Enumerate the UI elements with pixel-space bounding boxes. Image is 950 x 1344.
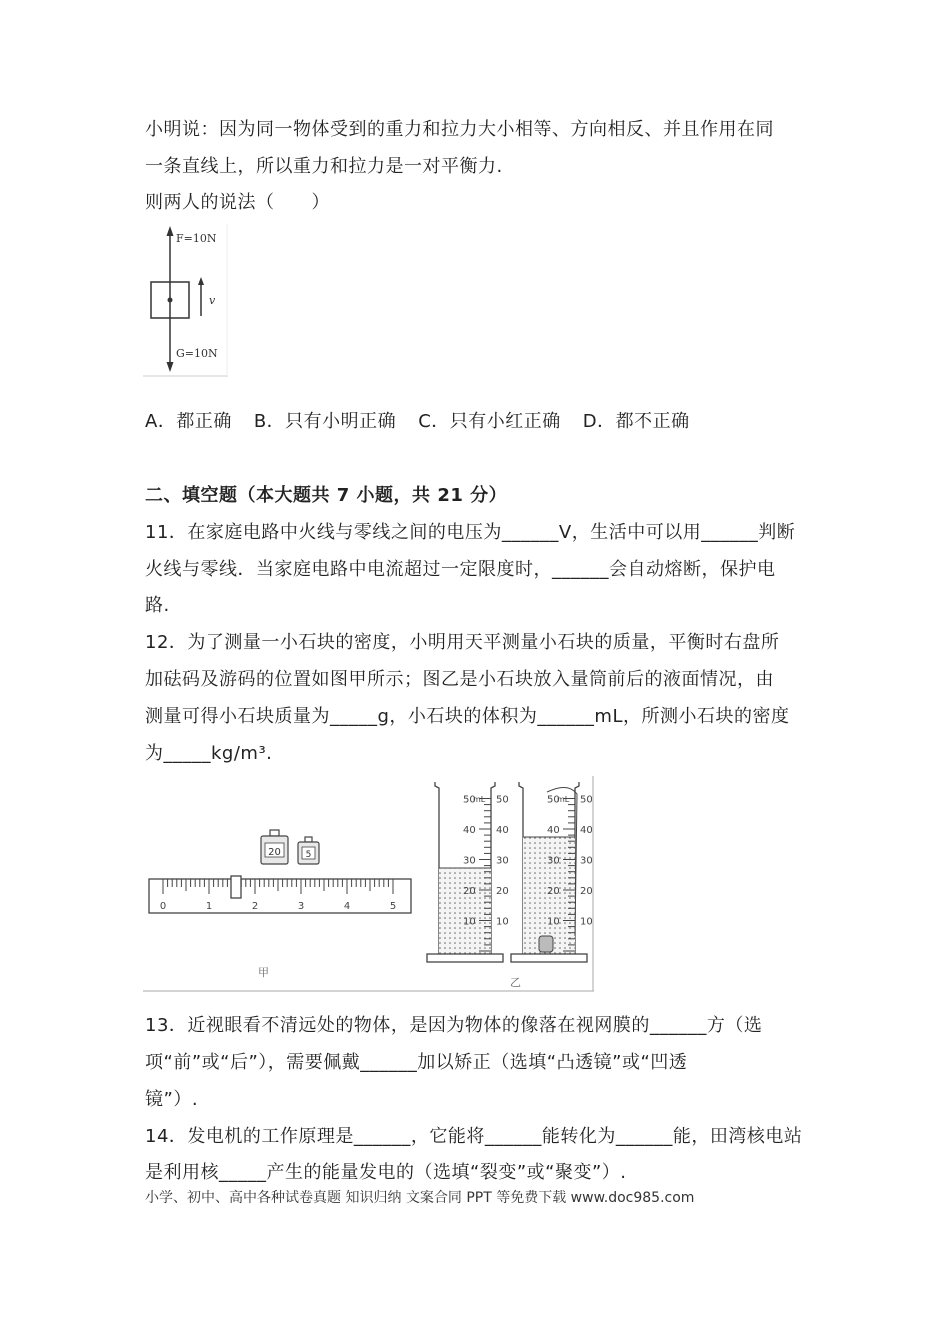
option-d: D．都不正确 bbox=[582, 411, 690, 432]
cylinder-tick-label: 20 bbox=[463, 886, 476, 897]
label-jia: 甲 bbox=[258, 966, 269, 979]
q12-text-line-3: 测量可得小石块质量为_____g，小石块的体积为______mL，所测小石块的密度 bbox=[145, 706, 790, 727]
force-diagram bbox=[143, 224, 228, 379]
q12-text-line-2: 加砝码及游码的位置如图甲所示；图乙是小石块放入量筒前后的液面情况，由 bbox=[145, 669, 774, 690]
cylinder-outer-tick-label: 20 bbox=[580, 886, 593, 897]
cylinder-tick-label: 20 bbox=[547, 886, 560, 897]
cylinder-tick-label: 30 bbox=[463, 855, 476, 867]
cylinder-unit-label: mL bbox=[473, 795, 486, 804]
label-g: G=10N bbox=[176, 347, 218, 360]
cylinder-tick-label: 50 bbox=[463, 794, 476, 806]
label-v: v bbox=[209, 294, 216, 307]
page-footer: 小学、初中、高中各种试卷真题 知识归纳 文案合同 PPT 等免费下载 www.doc985.com bbox=[145, 1190, 695, 1206]
q11-text-line-1: 11．在家庭电路中火线与零线之间的电压为______V，生活中可以用______判断 bbox=[145, 522, 796, 543]
q10-options bbox=[145, 410, 712, 434]
q11-text-line-3: 路. bbox=[145, 595, 170, 616]
section-heading: 二、填空题（本大题共 7 小题，共 21 分） bbox=[145, 485, 508, 506]
scale-tick-label: 2 bbox=[251, 901, 259, 912]
stone bbox=[539, 936, 553, 952]
q10-text-line-3: 则两人的说法（ ） bbox=[145, 192, 330, 213]
scale-tick-label: 0 bbox=[159, 901, 167, 912]
q14-text-line-1: 14．发电机的工作原理是______，它能将______能转化为______能，田湾核电站 bbox=[145, 1126, 803, 1147]
q10-text-line-2: 一条直线上，所以重力和拉力是一对平衡力. bbox=[145, 156, 503, 177]
cylinder-outer-tick-label: 40 bbox=[580, 825, 593, 836]
cylinder-tick-label: 40 bbox=[463, 825, 476, 836]
cylinder-tick-label: 50 bbox=[547, 794, 560, 806]
cylinder-outer-tick-label: 30 bbox=[496, 855, 509, 867]
q12-text-line-4: 为_____kg/m³. bbox=[145, 743, 273, 764]
scale-tick-label: 1 bbox=[205, 901, 213, 912]
q11-text-line-2: 火线与零线．当家庭电路中电流超过一定限度时，______会自动熔断，保护电 bbox=[145, 559, 776, 580]
q12-text-line-1: 12．为了测量一小石块的密度，小明用天平测量小石块的质量，平衡时右盘所 bbox=[145, 632, 780, 653]
cylinder-unit-label: mL bbox=[557, 795, 570, 804]
label-yi: 乙 bbox=[510, 976, 521, 989]
scale-tick-label: 3 bbox=[297, 901, 305, 912]
scale-tick-label: 4 bbox=[343, 901, 351, 912]
cylinder-tick-label: 10 bbox=[463, 916, 476, 928]
q13-text-line-1: 13．近视眼看不清远处的物体，是因为物体的像落在视网膜的______方（选 bbox=[145, 1015, 763, 1036]
q13-text-line-2: 项“前”或“后”），需要佩戴______加以矫正（选填“凸透镜”或“凹透 bbox=[145, 1052, 688, 1073]
rider-scale bbox=[149, 876, 411, 913]
q10-text-line-1: 小明说：因为同一物体受到的重力和拉力大小相等、方向相反、并且作用在同 bbox=[145, 119, 774, 140]
balance-cylinder-figure bbox=[143, 776, 595, 993]
cylinder-outer-tick-label: 10 bbox=[580, 916, 593, 928]
cylinder-outer-tick-label: 50 bbox=[496, 794, 509, 806]
scale-tick-label: 5 bbox=[389, 901, 397, 912]
label-f: F=10N bbox=[176, 232, 217, 245]
cylinder-tick-label: 10 bbox=[547, 916, 560, 928]
weight-20-label: 20 bbox=[268, 847, 281, 858]
cylinder-outer-tick-label: 30 bbox=[580, 855, 593, 867]
q14-text-line-2: 是利用核_____产生的能量发电的（选填“裂变”或“聚变”）. bbox=[145, 1162, 627, 1183]
option-c: C．只有小红正确 bbox=[418, 411, 561, 432]
option-b: B．只有小明正确 bbox=[253, 411, 397, 432]
cylinder-tick-label: 40 bbox=[547, 825, 560, 836]
weight-5-label: 5 bbox=[305, 850, 312, 860]
cylinder-outer-tick-label: 50 bbox=[580, 794, 593, 806]
rider bbox=[231, 876, 241, 898]
option-a: A．都正确 bbox=[145, 411, 232, 432]
cylinder-tick-label: 30 bbox=[547, 855, 560, 867]
cylinder-outer-tick-label: 10 bbox=[496, 916, 509, 928]
cylinder-outer-tick-label: 20 bbox=[496, 886, 509, 897]
q13-text-line-3: 镜”）. bbox=[145, 1089, 199, 1110]
cylinder-outer-tick-label: 40 bbox=[496, 825, 509, 836]
